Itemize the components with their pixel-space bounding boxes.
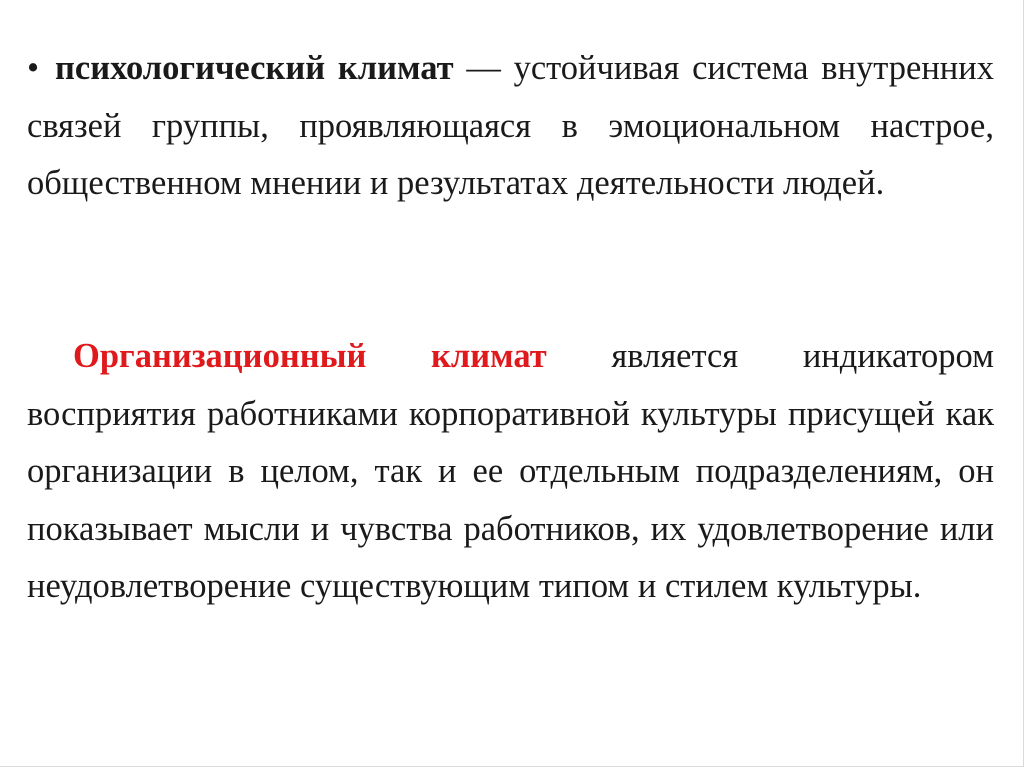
organizational-climate-paragraph — [27, 328, 994, 616]
definition-paragraph — [27, 40, 994, 213]
bullet-marker: • — [27, 49, 40, 87]
definition-text: — устойчивая система внутренних связей группы, проявляющаяся в эмоциональном настрое, общественном мнении и результатах деятельности людей. — [27, 49, 994, 202]
organizational-climate-text: является индикатором восприятия работниками корпоративной культуры присущей как организации в целом, так и ее отдельным подразделениям, он показывает мысли и чувства работников, их удовлетворение или неудовлетворение существующим типом и стилем культуры. — [27, 337, 994, 605]
term-organizational-climate: Организационный климат — [73, 337, 547, 375]
term-psychological-climate: психологический климат — [55, 49, 454, 87]
